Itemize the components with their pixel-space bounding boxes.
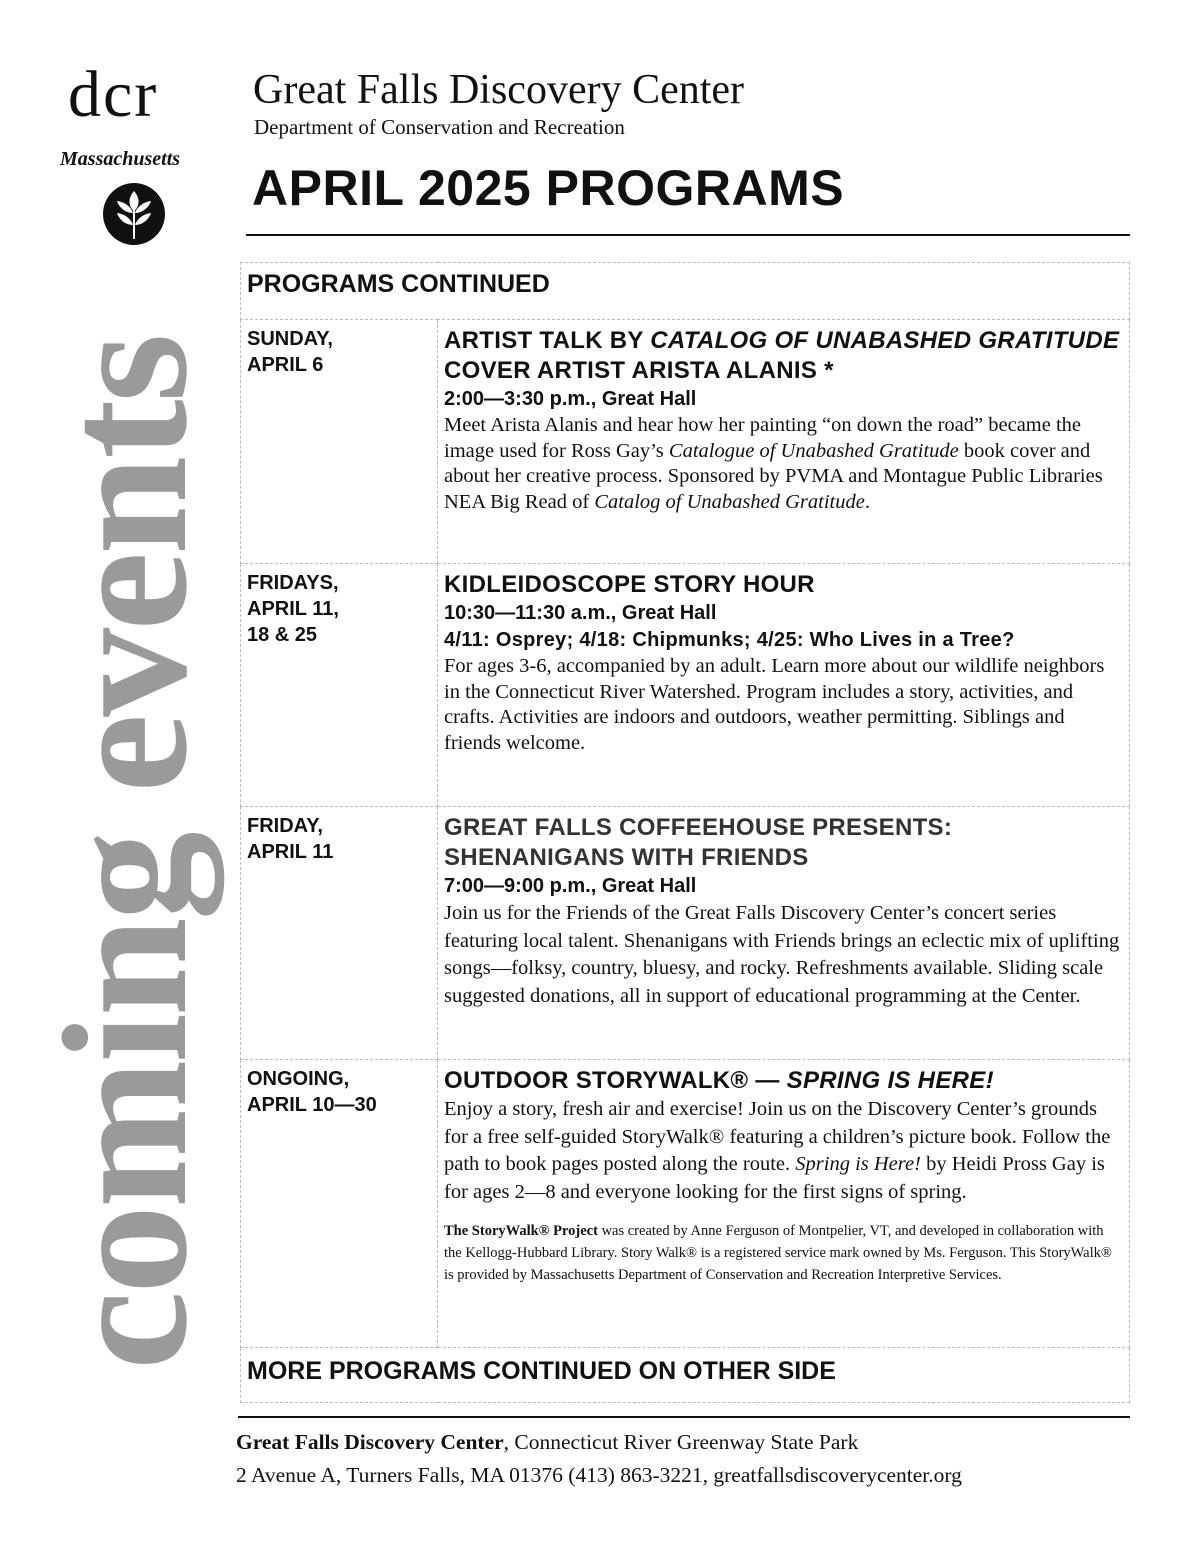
- coming-events-vertical-text: coming events: [26, 336, 224, 1370]
- event-details: [438, 564, 1130, 807]
- section-footer: MORE PROGRAMS CONTINUED ON OTHER SIDE: [241, 1348, 1130, 1403]
- table-row: [241, 564, 1130, 807]
- org-name: Great Falls Discovery Center: [253, 67, 745, 113]
- event-details: [438, 807, 1130, 1060]
- logo-state: Massachusetts: [60, 148, 181, 170]
- event-details: [438, 320, 1130, 564]
- event-description: Meet Arista Alanis and hear how her painting “on down the road” became the image used for Ross Gay’s Catalogue of Unabashed Gratitude book cover and about her creative process. Sponsored by PVMA and Montague Public Libraries NEA Big Read of Catalog of Unabashed Gratitude.: [444, 414, 1103, 513]
- header-divider: [246, 234, 1130, 236]
- event-date: [241, 320, 438, 564]
- date-line: FRIDAY,: [247, 815, 323, 837]
- event-description: For ages 3-6, accompanied by an adult. Learn more about our wildlife neighbors in the Connecticut River Watershed. Program includes a story, activities, and crafts. Activities are indoors and outdoors, weather permitting. Siblings and friends welcome.: [444, 655, 1105, 754]
- event-title: OUTDOOR STORYWALK® — SPRING IS HERE!: [444, 1067, 994, 1094]
- dcr-logo-text: dcr: [68, 58, 159, 131]
- date-line: APRIL 11: [247, 841, 334, 863]
- storywalk-note: The StoryWalk® Project was created by Anne Ferguson of Montpelier, VT, and developed in collaboration with the Kellogg-Hubbard Library. Story Walk® is a registered service mark owned by Ms. Ferguson. This StoryWalk® is provided by Massachusetts Department of Conservation and Recreation Interpretive Services.: [444, 1223, 1112, 1283]
- programs-table: [240, 262, 1130, 1403]
- event-time: 7:00—9:00 p.m., Great Hall: [444, 875, 697, 897]
- date-line: APRIL 10—30: [247, 1094, 377, 1116]
- event-details: [438, 1060, 1130, 1348]
- event-description: Join us for the Friends of the Great Falls Discovery Center’s concert series featuring local talent. Shenanigans with Friends brings an eclectic mix of uplifting songs—folksy, country, bluesy, and rocky. Refreshments available. Sliding scale suggested donations, all in support of educational programming at the Center.: [444, 902, 1120, 1007]
- table-row: [241, 320, 1130, 564]
- date-line: ONGOING,: [247, 1068, 350, 1090]
- section-header: PROGRAMS CONTINUED: [241, 263, 1130, 320]
- event-date: [241, 564, 438, 807]
- date-line: APRIL 6: [247, 354, 324, 376]
- table-row: [241, 807, 1130, 1060]
- date-line: SUNDAY,: [247, 328, 333, 350]
- footer-divider: [238, 1416, 1130, 1418]
- footer-address: 2 Avenue A, Turners Falls, MA 01376 (413) 863-3221, greatfallsdiscoverycenter.org: [236, 1463, 962, 1487]
- event-description: Enjoy a story, fresh air and exercise! Join us on the Discovery Center’s grounds for a free self-guided StoryWalk® featuring a children’s picture book. Follow the path to book pages posted along the route. Spring is Here! by Heidi Pross Gay is for ages 2—8 and everyone looking for the first signs of spring.: [444, 1098, 1111, 1203]
- event-title: GREAT FALLS COFFEEHOUSE PRESENTS: SHENANIGANS WITH FRIENDS: [444, 814, 953, 871]
- leaf-seal-icon: [103, 183, 165, 245]
- event-topics: 4/11: Osprey; 4/18: Chipmunks; 4/25: Who Lives in a Tree?: [444, 629, 1015, 651]
- date-line: FRIDAYS,: [247, 572, 339, 594]
- date-line: 18 & 25: [247, 624, 318, 646]
- department-name: Department of Conservation and Recreation: [254, 115, 625, 139]
- date-line: APRIL 11,: [247, 598, 339, 620]
- event-date: [241, 807, 438, 1060]
- event-date: [241, 1060, 438, 1348]
- event-title: KIDLEIDOSCOPE STORY HOUR: [444, 571, 815, 598]
- event-title: ARTIST TALK BY CATALOG OF UNABASHED GRATITUDE COVER ARTIST ARISTA ALANIS *: [444, 327, 1120, 384]
- footer-line-1: Great Falls Discovery Center, Connecticut River Greenway State Park: [236, 1430, 859, 1454]
- table-row: [241, 1060, 1130, 1348]
- event-time: 10:30—11:30 a.m., Great Hall: [444, 602, 717, 624]
- page-title: APRIL 2025 PROGRAMS: [252, 160, 845, 216]
- event-time: 2:00—3:30 p.m., Great Hall: [444, 388, 697, 410]
